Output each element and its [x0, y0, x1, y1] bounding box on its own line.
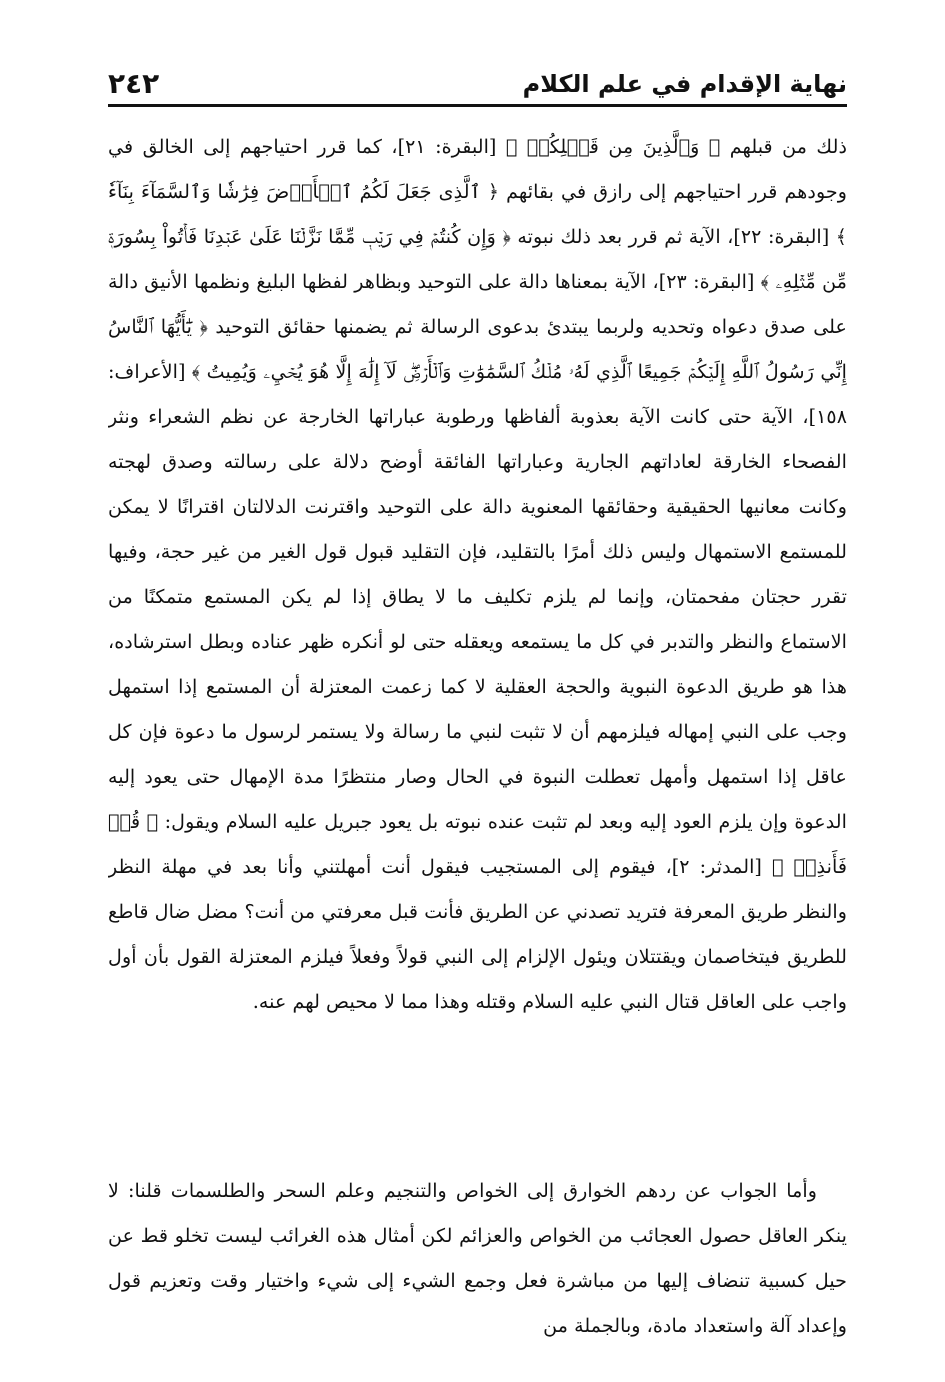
running-header	[108, 58, 847, 102]
paragraph-1: ذلك من قبلهم ﴿ وَٱلَّذِينَ مِن قَبۡلِكُمۡ ﴾ [البقرة: ٢١]، كما قرر احتياجهم إلى الخالق في وجودهم قرر احتياجهم إلى رازق في بقائهم ﴿ ٱلَّذِى جَعَلَ لَكُمُ ٱلۡأَرۡضَ فِرَٰشٗا وَٱلسَّمَآءَ بِنَآءٗ ﴾ [البقرة: ٢٢]، الآية ثم قرر بعد ذلك نبوته ﴿ وَإِن كُنتُمۡ فِي رَيۡبٖ مِّمَّا نَزَّلۡنَا عَلَىٰ عَبۡدِنَا فَأۡتُواْ بِسُورَةٖ مِّن مِّثۡلِهِۦ ﴾ [البقرة: ٢٣]، الآية بمعناها دالة على التوحيد وبظاهر لفظها البليغ ونظمها الأنيق دالة على صدق دعواه وتحديه ولربما يبتدئ بدعوى الرسالة ثم يضمنها حقائق التوحيد ﴿ يَٰٓأَيُّهَا ٱلنَّاسُ إِنِّي رَسُولُ ٱللَّهِ إِلَيۡكُمۡ جَمِيعًا ٱلَّذِي لَهُۥ مُلۡكُ ٱلسَّمَٰوَٰتِ وَٱلۡأَرۡضِۖ لَآ إِلَٰهَ إِلَّا هُوَ يُحۡيِۦ وَيُمِيتُ ﴾ [الأعراف: ١٥٨]، الآية حتى كانت الآية بعذوبة ألفاظها ورطوبة عباراتها الخارجة عن نظم الشعراء ونثر الفصحاء الخارقة لعاداتهم الجارية وعباراتها الفائقة أوضح دلالة على رسالته وصدق لهجته وكانت معانيها الحقيقية وحقائقها المعنوية دالة على التوحيد واقترنت الدلالتان اقترانًا لا يمكن للمستمع الاستمهال وليس ذلك أمرًا بالتقليد، فإن التقليد قبول قول الغير من غير حجة، وفيها تقرر حجتان مفحمتان، وإنما لم يلزم تكليف ما لا يطاق إذا لم يكن المستمع متمكنًا من الاستماع والنظر والتدبر في كل ما يستمعه ويعقله حتى لو أنكره ظهر عناده وبطل استرشاده، هذا هو طريق الدعوة النبوية والحجة العقلية لا كما زعمت المعتزلة أن المستمع إذا استمهل وجب على النبي إمهاله فيلزمهم أن لا تثبت لنبي ما رسالة ولا يستمر لرسول ما دعوة فإن كل عاقل إذا استمهل وأمهل تعطلت النبوة في الحال وصار منتظرًا مدة الإمهال حتى يعود إليه الدعوة وإن يلزم العود إليه وبعد لم تثبت عنده نبوته بل يعود جبريل عليه السلام ويقول: ﴿ قُمۡ فَأَنذِرۡ ﴾ [المدثر: ٢]، فيقوم إلى المستجيب فيقول أنت أمهلتني وأنا بعد في مهلة النظر والنظر طريق المعرفة فتريد تصدني عن الطريق فأنت قبل معرفتي من أنت؟ مضل ضال قاطع للطريق فيتخاصمان ويقتتلان ويئول الإلزام إلى النبي قولاً وفعلاً فيلزم المعتزلة القول بأن أول واجب على العاقل قتال النبي عليه السلام وقتله وهذا مما لا محيص لهم عنه.	[108, 135, 847, 1013]
body-text	[108, 124, 847, 1346]
header-divider	[108, 104, 847, 107]
page-number: ٢٤٢	[108, 67, 160, 100]
book-title: نهاية الإقدام في علم الكلام	[522, 70, 847, 98]
paragraph-2: وأما الجواب عن ردهم الخوارق إلى الخواص والتنجيم وعلم السحر والطلسمات قلنا: لا ينكر العاقل حصول العجائب من الخواص والعزائم لكن أمثال هذه الغرائب ليست تخلو قط عن حيل كسبية تنضاف إليها من مباشرة فعل وجمع الشيء إلى شيء واختيار وقت وتعزيم قول وإعداد آلة واستعداد مادة، وبالجملة من	[108, 1179, 847, 1337]
